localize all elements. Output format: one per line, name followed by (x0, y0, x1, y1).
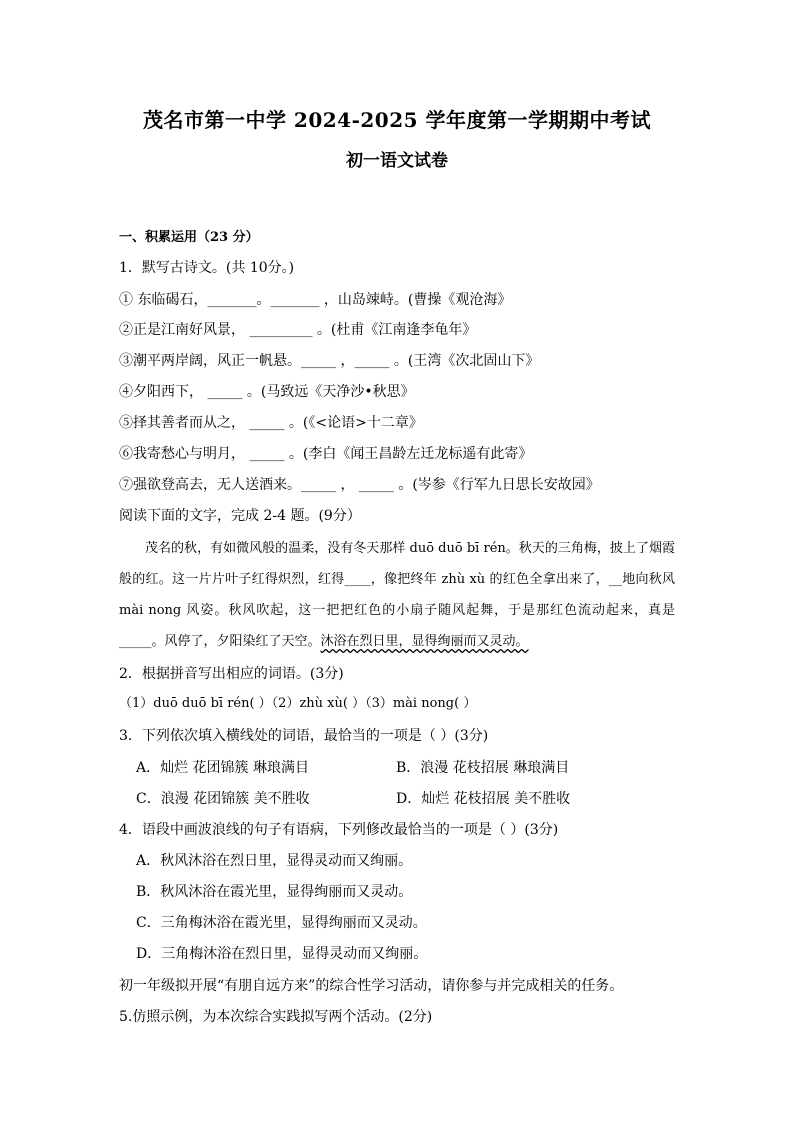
question-3-option-d: D．灿烂 花枝招展 美不胜收 (396, 791, 571, 807)
question-3-row-1 (136, 758, 309, 778)
exam-subtitle: 初一语文试卷 (346, 151, 448, 171)
question-4-stem: 4．语段中画波浪线的句子有语病，下列修改最恰当的一项是（ ）(3分) (119, 822, 559, 838)
poem-item-2: ②正是江南好风景， _________ 。(杜甫《江南逢李龟年》 (119, 322, 477, 338)
question-2-stem: 2．根据拼音写出相应的词语。(3分) (119, 666, 344, 682)
poem-item-5: ⑤择其善者而从之， _____ 。(《<论语>十二章》 (119, 415, 423, 431)
question-4-option-c: C．三角梅沐浴在霞光里，显得绚丽而又灵动。 (136, 915, 427, 931)
poem-item-7: ⑦强欲登高去，无人送酒来。_____ ， _____ 。(岑参《行军九日思长安故园》 (119, 477, 600, 493)
poem-item-6: ⑥我寄愁心与明月， _____ 。(李白《闻王昌龄左迁龙标遥有此寄》 (119, 446, 533, 462)
question-3-option-a: A．灿烂 花团锦簇 琳琅满目 (136, 760, 310, 776)
poem-item-1: ① 东临碣石，_______。_______ ，山岛竦峙。(曹操《观沧海》 (119, 292, 512, 308)
question-5-stem: 5.仿照示例，为本次综合实践拟写两个活动。(2分) (119, 1009, 433, 1025)
wavy-sentence: 沐浴在烈日里，显得绚丽而又灵动。 (320, 634, 529, 649)
reading-intro: 阅读下面的文字，完成 2-4 题。(9分） (119, 508, 361, 524)
reading-passage (119, 533, 675, 657)
question-3-stem: 3．下列依次填入横线处的词语，最恰当的一项是（ ）(3分) (119, 728, 489, 744)
question-3-option-c: C．浪漫 花团锦簇 美不胜收 (136, 791, 310, 807)
poem-item-3: ③潮平两岸阔，风正一帆悬。_____ ，_____ 。(王湾《次北固山下》 (119, 353, 540, 369)
exam-title: 茂名市第一中学 2024-2025 学年度第一学期期中考试 (142, 108, 652, 132)
question-4-option-d: D．三角梅沐浴在烈日里，显得灵动而又绚丽。 (136, 946, 428, 962)
section-heading: 一、积累运用（23 分） (119, 230, 259, 245)
activity-intro: 初一年级拟开展“有朋自远方来”的综合性学习活动，请你参与并完成相关的任务。 (119, 978, 624, 994)
poem-item-4: ④夕阳西下， _____ 。(马致远《天净沙•秋思》 (119, 384, 415, 400)
question-2-answers: （1）duō duō bī rén( ）（2）zhù xù( ）（3）mài nong( ） (119, 696, 477, 711)
question-4-option-a: A．秋风沐浴在烈日里，显得灵动而又绚丽。 (136, 853, 413, 869)
question-3-option-b: B．浪漫 花枝招展 琳琅满目 (396, 760, 570, 776)
passage-text: 茂名的秋，有如微风般的温柔，没有冬天那样 duō duō bī rén。秋天的三角梅，披上了烟霞般的红。这一片片叶子红得炽烈，红得____，像把终年 zhù xù 的红色全拿出来了，__地向秋风 mài nong 风姿。秋风吹起，这一把把红色的小扇子随风起舞，于是那红色流动起来，真是_____。风停了，夕阳染红了天空。 (119, 541, 675, 649)
question-1-stem: 1．默写古诗文。(共 10分。) (119, 260, 295, 276)
question-4-option-b: B．秋风沐浴在霞光里，显得绚丽而又灵动。 (136, 884, 413, 900)
